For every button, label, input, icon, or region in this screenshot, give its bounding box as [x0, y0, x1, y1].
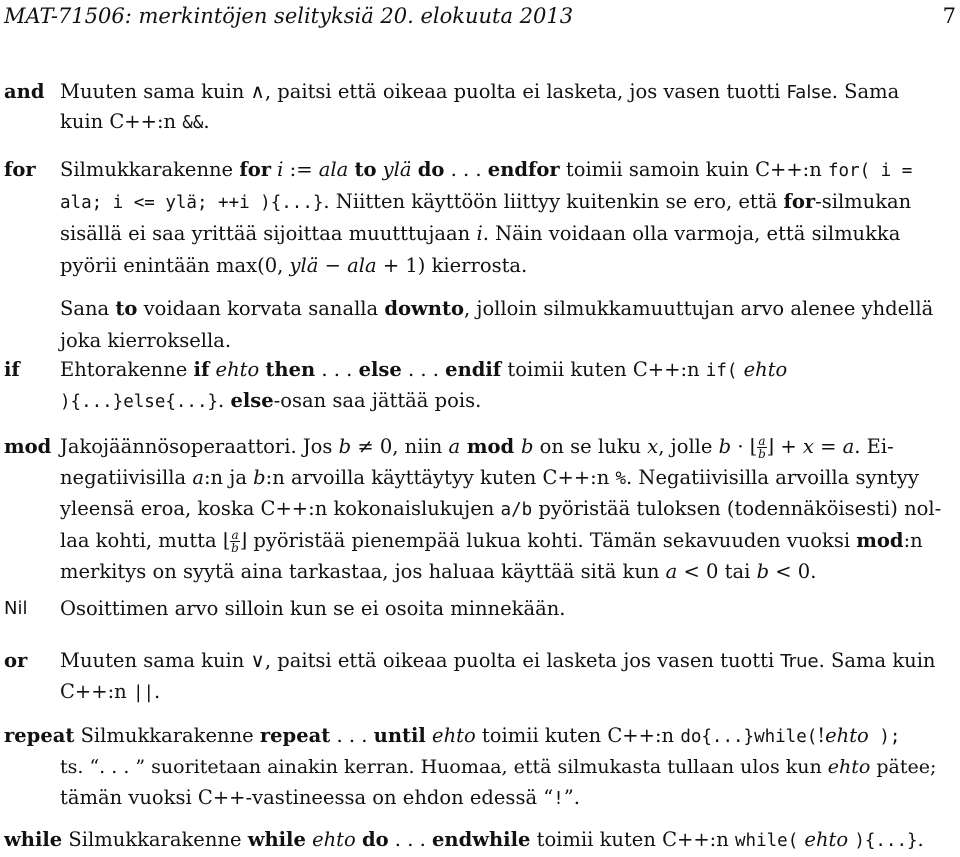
text: , jolle: [658, 435, 719, 458]
code-snippet: a/b: [500, 500, 533, 520]
keyword: if: [193, 358, 210, 381]
keyword: to: [115, 297, 138, 320]
entry-line: [60, 154, 912, 186]
math-var: ylä: [289, 254, 319, 277]
text: on se luku: [533, 435, 648, 458]
math-var: ehto: [827, 756, 871, 778]
text: negatiivisilla: [60, 466, 193, 489]
text: . Näin voidaan olla varmoja, että silmukka: [482, 222, 901, 245]
keyword: until: [373, 724, 426, 747]
code-snippet: for( i =: [828, 161, 913, 181]
text: . Sama kuin: [818, 649, 936, 672]
entry-term: if: [4, 358, 20, 381]
math-var: ehto: [798, 828, 855, 851]
text: + 1) kierrosta.: [376, 254, 528, 277]
text: pyöristää pienempää lukua kohti. Tämän sekavuuden vuoksi: [247, 529, 857, 552]
text: . . .: [388, 828, 432, 851]
logical-or-symbol: ∨: [250, 649, 265, 672]
math-var: a: [192, 466, 204, 489]
keyword: mod: [460, 435, 521, 458]
text: Silmukkarakenne: [74, 724, 260, 747]
math-var: ala: [347, 254, 377, 277]
entry-line: [60, 218, 900, 250]
floor-bracket-right: ⌋: [239, 529, 248, 552]
text: −: [318, 254, 348, 277]
entry-line: [60, 525, 923, 557]
text: toimii kuten C++:n: [530, 828, 736, 851]
fraction: [757, 435, 766, 460]
text: pyörii enintään max(0,: [60, 254, 290, 277]
code-snippet: do{...}while(: [680, 727, 818, 747]
entry-line: [60, 593, 565, 625]
entry-line: [60, 751, 936, 783]
keyword: do: [417, 158, 445, 181]
entry-term: or: [4, 649, 28, 672]
page-header: [4, 2, 956, 30]
math-var: i: [476, 222, 483, 245]
text: :n: [903, 529, 923, 552]
entry-line: [60, 493, 941, 525]
keyword: else: [358, 358, 402, 381]
math-var: a: [842, 435, 855, 458]
text: ts. “. . . ” suoritetaan ainakin kerran. Huomaa, että silmukasta tullaan ulos kun: [60, 756, 828, 778]
text: , jolloin silmukkamuuttujan arvo alenee yhdellä: [464, 297, 934, 320]
math-var: b: [338, 435, 352, 458]
text: . Niitten käyttöön liittyy kuitenkin se ero, että: [323, 190, 784, 213]
text: . . .: [315, 358, 359, 381]
keyword: endfor: [487, 158, 560, 181]
text: toimii kuten C++:n: [501, 358, 706, 381]
keyword: mod: [856, 529, 904, 552]
text: Silmukkarakenne: [62, 828, 248, 851]
text: ·: [731, 435, 750, 458]
text: . . .: [330, 724, 374, 747]
text: sisällä ei saa yrittää sijoittaa muutttujaan: [60, 222, 477, 245]
text: .: [218, 389, 231, 412]
text: toimii samoin kuin C++:n: [559, 158, 828, 181]
math-var: ehto: [825, 724, 869, 747]
entry-line: [60, 250, 527, 282]
text: C++:n: [60, 680, 133, 703]
entry-term: for: [4, 158, 36, 181]
keyword: to: [354, 158, 377, 181]
fraction: [230, 529, 239, 554]
text: Muuten sama kuin: [60, 80, 251, 103]
false-keyword: False: [786, 82, 832, 103]
text: , paitsi että oikeaa puolta ei lasketa, jos vasen tuotti: [264, 80, 787, 103]
math-var: a: [448, 435, 461, 458]
entry-line: [60, 186, 911, 218]
text: Sana: [60, 297, 116, 320]
fraction-denominator: b: [231, 541, 239, 555]
floor-bracket-left: ⌊: [222, 529, 231, 552]
text: .: [203, 110, 210, 133]
floor-bracket-right: ⌋: [766, 435, 775, 458]
page-number: 7: [942, 4, 956, 28]
keyword: downto: [384, 297, 464, 320]
keyword: endif: [445, 358, 502, 381]
text: , paitsi että oikeaa puolta ei lasketa jos vasen tuotti: [264, 649, 781, 672]
text: :n arvoilla käyttäytyy kuten C++:n: [265, 466, 616, 489]
text: joka kierroksella.: [60, 329, 232, 352]
code-snippet: while(: [735, 831, 799, 851]
text: Jakojäännösoperaattori. Jos: [60, 435, 339, 458]
math-var: ehto: [209, 358, 266, 381]
entry-term: Nil: [4, 598, 28, 619]
entry-line: [60, 782, 580, 814]
entry-line: [60, 325, 231, 357]
true-keyword: True: [780, 651, 819, 672]
text: .: [917, 828, 924, 851]
text: < 0.: [769, 560, 817, 583]
text: pyöristää tuloksen (todennäköisesti) nol-: [532, 497, 942, 520]
code-snippet: ala; i <= ylä; ++i ){...}: [60, 193, 324, 213]
text: :=: [283, 158, 319, 181]
keyword: do: [361, 828, 389, 851]
text: -silmukan: [815, 190, 912, 213]
text: . . .: [444, 158, 488, 181]
code-snippet: if(: [705, 361, 738, 381]
text: yleensä eroa, koska C++:n kokonaislukujen: [60, 497, 501, 520]
entry-line: [60, 431, 894, 463]
text: :n ja: [203, 466, 254, 489]
keyword: repeat: [259, 724, 331, 747]
math-var: b: [756, 560, 770, 583]
entry-line: [60, 676, 160, 708]
math-var: x: [647, 435, 659, 458]
entry-line: [4, 824, 924, 856]
keyword: for: [783, 190, 816, 213]
fraction-numerator: a: [231, 528, 239, 542]
text: laa kohti, mutta: [60, 529, 223, 552]
text: -osan saa jättää pois.: [273, 389, 482, 412]
text: Muuten sama kuin: [60, 649, 251, 672]
entry-line: [60, 556, 816, 588]
math-var: ylä: [376, 158, 412, 181]
keyword: then: [265, 358, 316, 381]
floor-bracket-left: ⌊: [749, 435, 758, 458]
entry-line: [60, 293, 933, 325]
text: tämän vuoksi C++-vastineessa on ehdon edessä “: [60, 786, 554, 809]
keyword: for: [239, 158, 271, 181]
keyword: else: [230, 389, 274, 412]
code-snippet: &&: [182, 113, 204, 133]
text: ≠ 0, niin: [351, 435, 449, 458]
code-snippet: ){...}else{...}: [60, 392, 219, 412]
text: voidaan korvata sanalla: [137, 297, 385, 320]
logical-and-symbol: ∧: [250, 80, 265, 103]
entry-term: mod: [4, 435, 52, 458]
text: < 0 tai: [677, 560, 757, 583]
text: Silmukkarakenne: [60, 158, 240, 181]
math-var: ala: [318, 158, 349, 181]
text: . Sama: [831, 80, 900, 103]
entry-term: and: [4, 80, 45, 103]
keyword: while: [247, 828, 306, 851]
entry-line: [60, 106, 210, 138]
text: ”.: [563, 786, 580, 809]
code-snippet: );: [868, 727, 901, 747]
code-snippet: ){...}: [854, 831, 918, 851]
fraction-denominator: b: [758, 447, 766, 461]
entry-line: [4, 720, 900, 752]
code-snippet: ||: [132, 683, 155, 703]
math-var: x: [802, 435, 814, 458]
entry-line: [60, 354, 787, 386]
code-snippet: !: [553, 789, 564, 809]
text: Osoittimen arvo silloin kun se ei osoita minnekään.: [60, 597, 566, 620]
document-title: MAT-71506: merkintöjen selityksiä 20. elokuuta 2013: [4, 4, 574, 28]
math-var: b: [520, 435, 534, 458]
math-var: ehto: [425, 724, 476, 747]
math-var: ehto: [305, 828, 362, 851]
text: toimii kuten C++:n: [475, 724, 681, 747]
entry-term: while: [4, 828, 63, 851]
math-var: i: [270, 158, 284, 181]
text: . Ei-: [854, 435, 894, 458]
entry-line: [60, 385, 481, 417]
text: . . .: [401, 358, 446, 381]
code-snippet: %: [615, 469, 627, 489]
keyword: endwhile: [432, 828, 531, 851]
text: . Negatiivisilla arvoilla syntyy: [626, 466, 919, 489]
text: Ehtorakenne: [60, 358, 194, 381]
text: .: [154, 680, 161, 703]
text: merkitys on syytä aina tarkastaa, jos haluaa käyttää sitä kun: [60, 560, 666, 583]
text: +: [774, 435, 803, 458]
text: =: [813, 435, 843, 458]
entry-line: [60, 645, 936, 677]
math-var: b: [718, 435, 732, 458]
entry-line: [60, 76, 899, 108]
fraction-numerator: a: [758, 434, 766, 448]
text: kuin C++:n: [60, 110, 183, 133]
math-var: ehto: [737, 358, 788, 381]
text: !: [817, 724, 826, 747]
entry-term: repeat: [4, 724, 75, 747]
math-var: b: [253, 466, 266, 489]
entry-line: [60, 462, 919, 494]
text: pätee;: [870, 756, 937, 778]
math-var: a: [665, 560, 678, 583]
